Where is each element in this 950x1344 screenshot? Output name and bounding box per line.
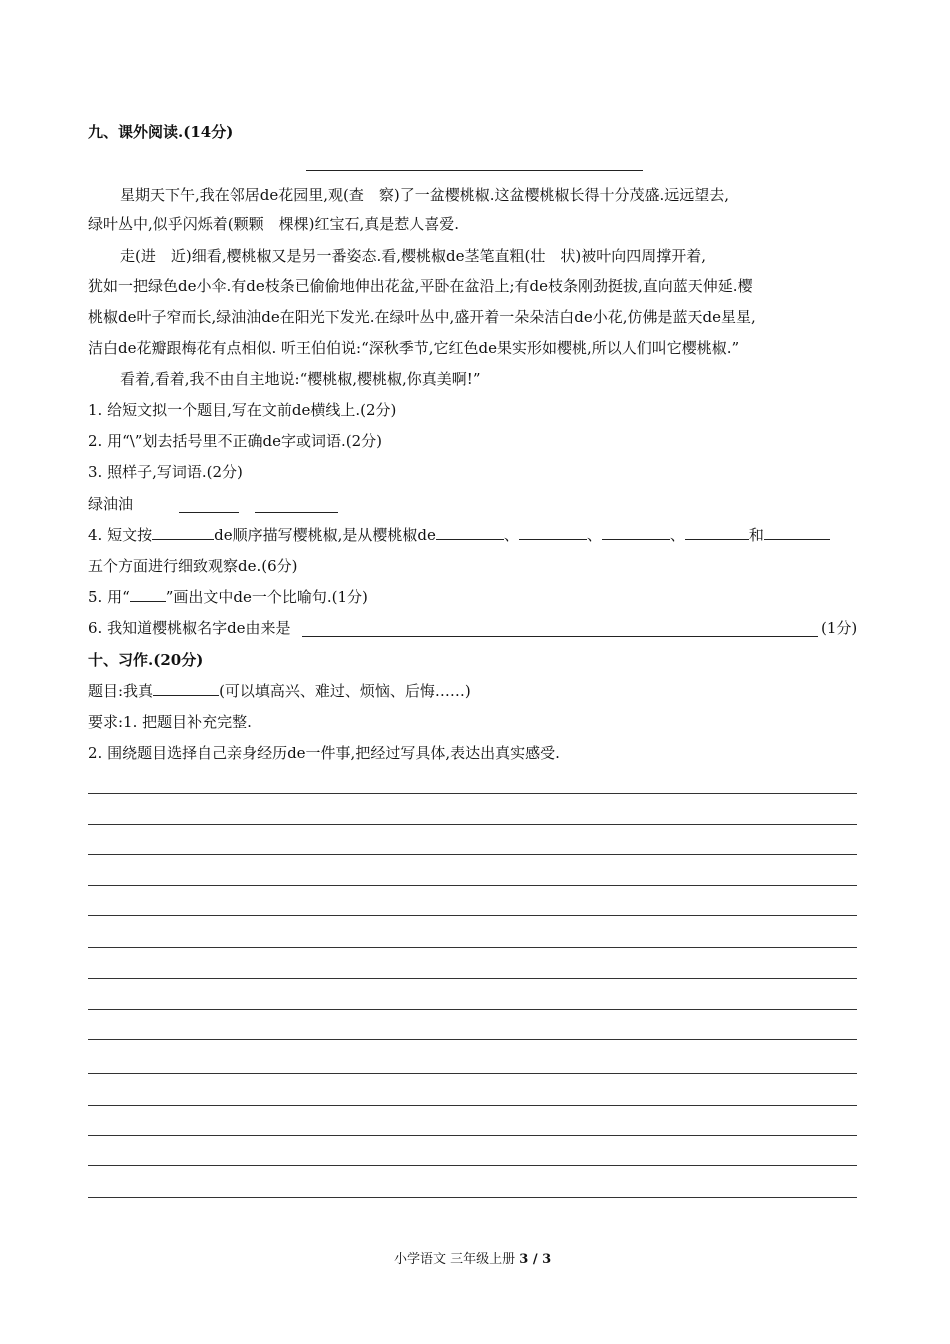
composition-topic-prefix: 题目:我真 (88, 682, 154, 700)
question-4-blank-2[interactable] (519, 525, 587, 540)
composition-topic-blank[interactable] (153, 681, 219, 696)
question-1: 1. 给短文拟一个题目,写在文前de横线上.(2分) (88, 401, 397, 419)
question-6-score: (1分) (821, 619, 858, 637)
writing-line[interactable] (88, 978, 857, 979)
question-4-middle: de顺序描写樱桃椒,是从樱桃椒de (214, 526, 436, 544)
passage-line-5: 桃椒de叶子窄而长,绿油油de在阳光下发光.在绿叶丛中,盛开着一朵朵洁白de小花,仿佛是蓝天de星星, (88, 308, 756, 326)
question-3-blank-2[interactable] (255, 512, 338, 513)
passage-line-2: 绿叶丛中,似乎闪烁着(颗颗 棵棵)红宝石,真是惹人喜爱. (88, 215, 460, 233)
question-5-prefix: 5. 用“ (88, 588, 130, 606)
question-4-sep-3: 、 (669, 526, 685, 544)
question-4 (88, 520, 830, 550)
writing-line[interactable] (88, 885, 857, 886)
question-3-blank-1[interactable] (179, 512, 239, 513)
passage-line-3: 走(进 近)细看,樱桃椒又是另一番姿态.看,樱桃椒de茎笔直粗(壮 状)被叶向四周撑开着, (120, 247, 706, 265)
writing-line[interactable] (88, 824, 857, 825)
passage-line-7: 看着,看着,我不由自主地说:“樱桃椒,樱桃椒,你真美啊!” (120, 370, 481, 388)
question-4-sep-1: 、 (503, 526, 519, 544)
question-4-line-2: 五个方面进行细致观察de.(6分) (88, 557, 298, 575)
writing-line[interactable] (88, 1197, 857, 1198)
question-6-blank[interactable] (302, 636, 818, 637)
question-4-blank-5[interactable] (764, 525, 830, 540)
question-3-example: 绿油油 (88, 495, 134, 513)
question-4-sep-2: 、 (586, 526, 602, 544)
question-6: 6. 我知道樱桃椒名字de由来是 (88, 619, 291, 637)
writing-line[interactable] (88, 1009, 857, 1010)
question-5-suffix: ”画出文中de一个比喻句.(1分) (165, 588, 368, 606)
writing-line[interactable] (88, 915, 857, 916)
question-5 (88, 582, 368, 612)
question-5-underline-sample (130, 587, 166, 602)
question-4-and: 和 (748, 526, 764, 544)
writing-line[interactable] (88, 793, 857, 794)
question-4-blank-4[interactable] (685, 525, 749, 540)
question-4-prefix: 4. 短文按 (88, 526, 153, 544)
writing-line[interactable] (88, 1135, 857, 1136)
footer-page-number: 3 / 3 (519, 1252, 552, 1267)
composition-topic (88, 676, 471, 706)
passage-line-1: 星期天下午,我在邻居de花园里,观(查 察)了一盆樱桃椒.这盆樱桃椒长得十分茂盛.远远望去, (120, 186, 730, 204)
question-2: 2. 用“\”划去括号里不正确de字或词语.(2分) (88, 432, 382, 450)
passage-line-6: 洁白de花瓣跟梅花有点相似. 听王伯伯说:“深秋季节,它红色de果实形如樱桃,所以人们叫它樱桃椒.” (88, 339, 740, 357)
question-4-blank-1[interactable] (436, 525, 504, 540)
page-footer (394, 1248, 551, 1267)
writing-line[interactable] (88, 947, 857, 948)
writing-line[interactable] (88, 1165, 857, 1166)
section-9-title: 九、课外阅读.(14分) (88, 123, 234, 141)
question-4-blank-order[interactable] (152, 525, 214, 540)
composition-requirement-2: 2. 围绕题目选择自己亲身经历de一件事,把经过写具体,表达出真实感受. (88, 744, 560, 762)
writing-line[interactable] (88, 1039, 857, 1040)
writing-line[interactable] (88, 1073, 857, 1074)
question-3: 3. 照样子,写词语.(2分) (88, 463, 243, 481)
composition-requirement-1: 要求:1. 把题目补充完整. (88, 713, 252, 731)
writing-line[interactable] (88, 1105, 857, 1106)
question-4-blank-3[interactable] (602, 525, 670, 540)
footer-subject: 小学语文 三年级上册 (394, 1252, 516, 1267)
passage-line-4: 犹如一把绿色de小伞.有de枝条已偷偷地伸出花盆,平卧在盆沿上;有de枝条刚劲挺拔,直向蓝天伸延.樱 (88, 277, 753, 295)
writing-line[interactable] (88, 854, 857, 855)
composition-topic-hint: (可以填高兴、难过、烦恼、后悔……) (219, 682, 471, 700)
section-10-title: 十、习作.(20分) (88, 651, 204, 669)
passage-title-blank (306, 170, 643, 171)
